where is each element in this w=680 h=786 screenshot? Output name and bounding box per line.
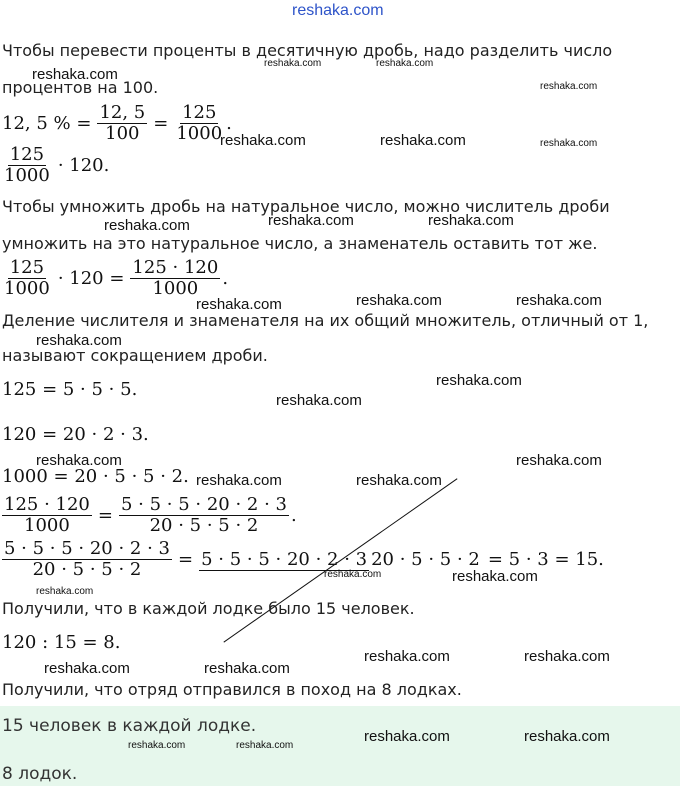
fraction bbox=[119, 495, 289, 536]
watermark: reshaka.com bbox=[428, 212, 514, 229]
equation bbox=[2, 103, 232, 144]
math-term: = bbox=[97, 505, 113, 526]
text-line: умножить на это натуральное число, а знаменатель оставить тот же. bbox=[2, 234, 598, 253]
answer-panel bbox=[0, 706, 680, 786]
denominator: 20 · 5 · 5 · 2 bbox=[371, 549, 480, 570]
equation: 120 : 15 = 8. bbox=[2, 632, 121, 653]
math-term: · 120. bbox=[57, 155, 110, 176]
numerator: 125 bbox=[9, 257, 45, 278]
watermark: reshaka.com bbox=[36, 452, 122, 469]
watermark: reshaka.com bbox=[540, 81, 598, 92]
fraction bbox=[174, 103, 224, 144]
denominator: 20 · 5 · 5 · 2 bbox=[32, 559, 142, 580]
answer-line: 15 человек в каждой лодке. bbox=[2, 716, 257, 736]
watermark: reshaka.com bbox=[516, 452, 602, 469]
numerator: 12, 5 bbox=[99, 102, 146, 123]
denominator: 1000 bbox=[152, 278, 199, 299]
text-line: Получили, что в каждой лодке было 15 человек. bbox=[2, 599, 415, 618]
watermark: reshaka.com bbox=[32, 66, 118, 83]
text-line: Чтобы перевести проценты в десятичную дробь, надо разделить число bbox=[2, 41, 613, 60]
numerator: 5 · 5 · 5 · 20 · 2 · 3 bbox=[201, 549, 368, 570]
watermark: reshaka.com bbox=[220, 132, 306, 149]
fraction bbox=[2, 145, 52, 186]
fraction bbox=[2, 539, 172, 580]
equation: 120 = 20 · 2 · 3. bbox=[2, 424, 149, 445]
text-line: Получили, что отряд отправился в поход на 8 лодках. bbox=[2, 680, 462, 699]
cancelled-fraction bbox=[199, 549, 482, 570]
watermark: reshaka.com bbox=[436, 372, 522, 389]
watermark: reshaka.com bbox=[196, 472, 282, 489]
text-line: Чтобы умножить дробь на натуральное число, можно числитель дроби bbox=[2, 197, 610, 216]
watermark: reshaka.com bbox=[196, 296, 282, 313]
watermark: reshaka.com bbox=[36, 332, 122, 349]
watermark: reshaka.com bbox=[36, 586, 94, 597]
denominator: 1000 bbox=[4, 278, 50, 299]
denominator: 1000 bbox=[4, 165, 50, 186]
watermark: reshaka.com bbox=[376, 58, 434, 69]
math-term: · 120 = bbox=[57, 268, 125, 289]
watermark: reshaka.com bbox=[364, 728, 450, 745]
fraction bbox=[2, 495, 92, 536]
watermark: reshaka.com bbox=[524, 728, 610, 745]
denominator: 100 bbox=[105, 123, 140, 144]
watermark: reshaka.com bbox=[276, 392, 362, 409]
watermark: reshaka.com bbox=[356, 472, 442, 489]
equation bbox=[2, 495, 297, 536]
watermark: reshaka.com bbox=[540, 138, 598, 149]
watermark: reshaka.com bbox=[524, 648, 610, 665]
math-term: . bbox=[290, 505, 297, 526]
equation bbox=[2, 258, 228, 299]
math-term: = bbox=[178, 549, 194, 570]
watermark: reshaka.com bbox=[356, 292, 442, 309]
fraction bbox=[2, 258, 52, 299]
watermark: reshaka.com bbox=[128, 740, 186, 751]
watermark: reshaka.com bbox=[364, 648, 450, 665]
watermark: reshaka.com bbox=[268, 212, 354, 229]
denominator: 1000 bbox=[176, 123, 223, 144]
answer-line: 8 лодок. bbox=[2, 764, 78, 784]
watermark: reshaka.com bbox=[324, 569, 382, 580]
math-term: = bbox=[153, 113, 169, 134]
text-line: процентов на 100. bbox=[2, 78, 159, 97]
watermark: reshaka.com bbox=[104, 217, 190, 234]
text-line: Деление числителя и знаменателя на их общий множитель, отличный от 1, bbox=[2, 311, 649, 330]
watermark: reshaka.com bbox=[380, 132, 466, 149]
watermark: reshaka.com bbox=[264, 58, 322, 69]
equation: 1000 = 20 · 5 · 5 · 2. bbox=[2, 466, 189, 487]
equation: 125 = 5 · 5 · 5. bbox=[2, 379, 138, 400]
numerator: 125 bbox=[182, 102, 217, 123]
numerator: 125 bbox=[9, 144, 45, 165]
math-term: . bbox=[226, 113, 232, 134]
fraction bbox=[97, 103, 147, 144]
denominator: 20 · 5 · 5 · 2 bbox=[149, 515, 259, 536]
numerator: 125 · 120 bbox=[4, 494, 90, 515]
watermark: reshaka.com bbox=[44, 660, 130, 677]
watermark: reshaka.com bbox=[236, 740, 294, 751]
numerator: 125 · 120 bbox=[132, 257, 219, 278]
watermark: reshaka.com bbox=[516, 292, 602, 309]
numerator: 5 · 5 · 5 · 20 · 2 · 3 bbox=[120, 494, 287, 515]
fraction bbox=[130, 258, 220, 299]
math-term: . bbox=[222, 268, 229, 289]
site-header-link[interactable]: reshaka.com bbox=[292, 2, 384, 19]
numerator: 5 · 5 · 5 · 20 · 2 · 3 bbox=[4, 538, 170, 559]
equation bbox=[2, 145, 113, 186]
text-line: называют сокращением дроби. bbox=[2, 346, 268, 365]
watermark: reshaka.com bbox=[204, 660, 290, 677]
math-term: = 5 · 3 = 15. bbox=[487, 549, 604, 570]
watermark: reshaka.com bbox=[452, 568, 538, 585]
denominator: 1000 bbox=[24, 515, 70, 536]
math-term: 12, 5 % = bbox=[2, 113, 92, 134]
